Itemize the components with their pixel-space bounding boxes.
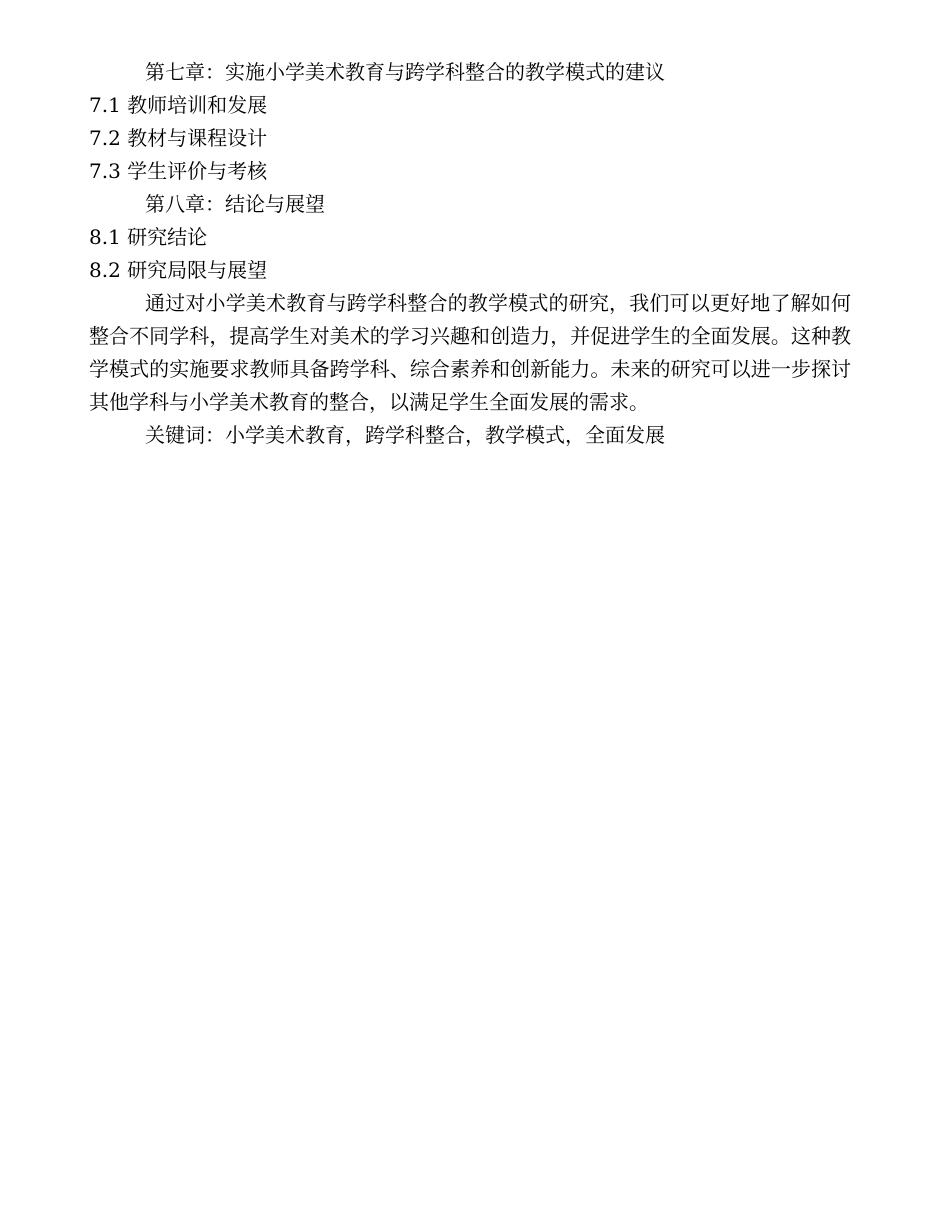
section-heading: 7.3 学生评价与考核 bbox=[89, 159, 268, 183]
chapter-heading: 第八章：结论与展望 bbox=[145, 192, 325, 216]
document-body bbox=[89, 56, 851, 452]
section-heading: 7.2 教材与课程设计 bbox=[89, 126, 268, 150]
summary-paragraph: 通过对小学美术教育与跨学科整合的教学模式的研究，我们可以更好地了解如何整合不同学科，提高学生对美术的学习兴趣和创造力，并促进学生的全面发展。这种教学模式的实施要求教师具备跨学科、综合素养和创新能力。未来的研究可以进一步探讨其他学科与小学美术教育的整合，以满足学生全面发展的需求。 bbox=[89, 291, 851, 414]
section-heading: 7.1 教师培训和发展 bbox=[89, 93, 268, 117]
chapter-heading: 第七章：实施小学美术教育与跨学科整合的教学模式的建议 bbox=[145, 60, 665, 84]
section-heading: 8.2 研究局限与展望 bbox=[89, 258, 268, 282]
section-heading: 8.1 研究结论 bbox=[89, 225, 208, 249]
keywords-line: 关键词：小学美术教育，跨学科整合，教学模式，全面发展 bbox=[145, 423, 665, 447]
